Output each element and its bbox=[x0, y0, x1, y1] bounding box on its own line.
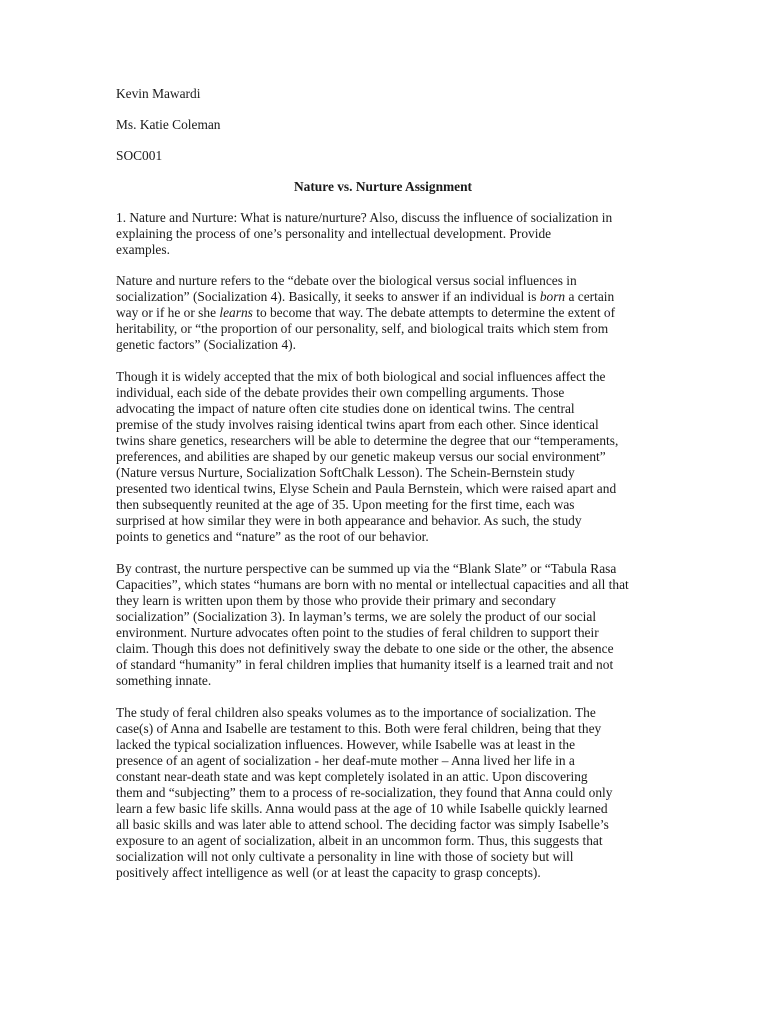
paragraph-line: presented two identical twins, Elyse Schein and Paula Bernstein, which were raised apart and bbox=[116, 481, 617, 496]
paragraph-line: lacked the typical socialization influences. However, while Isabelle was at least in the bbox=[116, 737, 576, 752]
paragraph-line: presence of an agent of socialization - her deaf-mute mother – Anna lived her life in a bbox=[116, 753, 575, 768]
paragraph-line: they learn is written upon them by those who provide their primary and secondary bbox=[116, 593, 556, 608]
paragraph-line bbox=[116, 289, 650, 305]
paragraph-line: Though it is widely accepted that the mix of both biological and social influences affect the bbox=[116, 369, 606, 384]
paragraph-line bbox=[116, 305, 650, 321]
paragraph-line: advocating the impact of nature often cite studies done on identical twins. The central bbox=[116, 401, 575, 416]
paragraph-line: claim. Though this does not definitively sway the debate to one side or the other, the absence bbox=[116, 641, 614, 656]
question-line: examples. bbox=[116, 242, 170, 257]
line-text: socialization” (Socialization 4). Basically, it seeks to answer if an individual is bbox=[116, 289, 537, 304]
paragraph-line: all basic skills and was later able to attend school. The deciding factor was simply Isabelle’s bbox=[116, 817, 609, 832]
course-code: SOC001 bbox=[116, 148, 163, 163]
paragraph-line: premise of the study involves raising identical twins apart from each other. Since identical bbox=[116, 417, 599, 432]
line-text: way or if he or she bbox=[116, 305, 217, 320]
paragraph-line: socialization” (Socialization 3). In layman’s terms, we are solely the product of our social bbox=[116, 609, 597, 624]
emphasis-learns: learns bbox=[219, 305, 253, 320]
student-name: Kevin Mawardi bbox=[116, 86, 201, 101]
paragraph-line: surprised at how similar they were in both appearance and behavior. As such, the study bbox=[116, 513, 582, 528]
paragraph-line: environment. Nurture advocates often point to the studies of feral children to support their bbox=[116, 625, 599, 640]
paragraph-3 bbox=[116, 561, 650, 689]
question-prompt bbox=[116, 210, 650, 258]
paragraph-line: exposure to an agent of socialization, albeit in an uncommon form. Thus, this suggests that bbox=[116, 833, 603, 848]
paragraph-line: individual, each side of the debate provides their own compelling arguments. Those bbox=[116, 385, 565, 400]
paragraph-line: Capacities”, which states “humans are born with no mental or intellectual capacities and all that bbox=[116, 577, 629, 592]
paragraph-line: heritability, or “the proportion of our personality, self, and biological traits which stem from bbox=[116, 321, 609, 336]
paragraph-4 bbox=[116, 705, 650, 881]
paragraph-line: case(s) of Anna and Isabelle are testament to this. Both were feral children, being that they bbox=[116, 721, 602, 736]
paragraph-line: points to genetics and “nature” as the root of our behavior. bbox=[116, 529, 429, 544]
paragraph-line: them and “subjecting” them to a process of re-socialization, they found that Anna could only bbox=[116, 785, 613, 800]
teacher-name: Ms. Katie Coleman bbox=[116, 117, 221, 132]
paragraph-line: learn a few basic life skills. Anna would pass at the age of 10 while Isabelle quickly learned bbox=[116, 801, 608, 816]
paragraph-line: something innate. bbox=[116, 673, 212, 688]
emphasis-born: born bbox=[539, 289, 566, 304]
paragraph-line: genetic factors” (Socialization 4). bbox=[116, 337, 296, 352]
paragraph-line: (Nature versus Nurture, Socialization SoftChalk Lesson). The Schein-Bernstein study bbox=[116, 465, 575, 480]
paragraph-2 bbox=[116, 369, 650, 545]
line-text: a certain bbox=[565, 289, 615, 304]
paragraph-line: of standard “humanity” in feral children implies that humanity itself is a learned trait and not bbox=[116, 657, 614, 672]
document-body bbox=[116, 86, 650, 897]
paragraph-line: socialization will not only cultivate a personality in line with those of society but will bbox=[116, 849, 574, 864]
paragraph-line: Nature and nurture refers to the “debate over the biological versus social influences in bbox=[116, 273, 577, 288]
paragraph-line: By contrast, the nurture perspective can be summed up via the “Blank Slate” or “Tabula Rasa bbox=[116, 561, 617, 576]
paragraph-1 bbox=[116, 273, 650, 353]
paragraph-line: preferences, and abilities are shaped by our genetic makeup versus our social environment” bbox=[116, 449, 606, 464]
question-line: 1. Nature and Nurture: What is nature/nurture? Also, discuss the influence of socialization in bbox=[116, 210, 613, 225]
paragraph-line: then subsequently reunited at the age of 35. Upon meeting for the first time, each was bbox=[116, 497, 575, 512]
assignment-title: Nature vs. Nurture Assignment bbox=[293, 179, 473, 194]
paragraph-line: The study of feral children also speaks volumes as to the importance of socialization. The bbox=[116, 705, 596, 720]
paragraph-line: twins share genetics, researchers will be able to determine the degree that our “temperaments, bbox=[116, 433, 619, 448]
question-line: explaining the process of one’s personality and intellectual development. Provide bbox=[116, 226, 552, 241]
paragraph-line: positively affect intelligence as well (or at least the capacity to grasp concepts). bbox=[116, 865, 541, 880]
line-text: to become that way. The debate attempts to determine the extent of bbox=[252, 305, 616, 320]
paragraph-line: constant near-death state and was kept completely isolated in an attic. Upon discovering bbox=[116, 769, 588, 784]
